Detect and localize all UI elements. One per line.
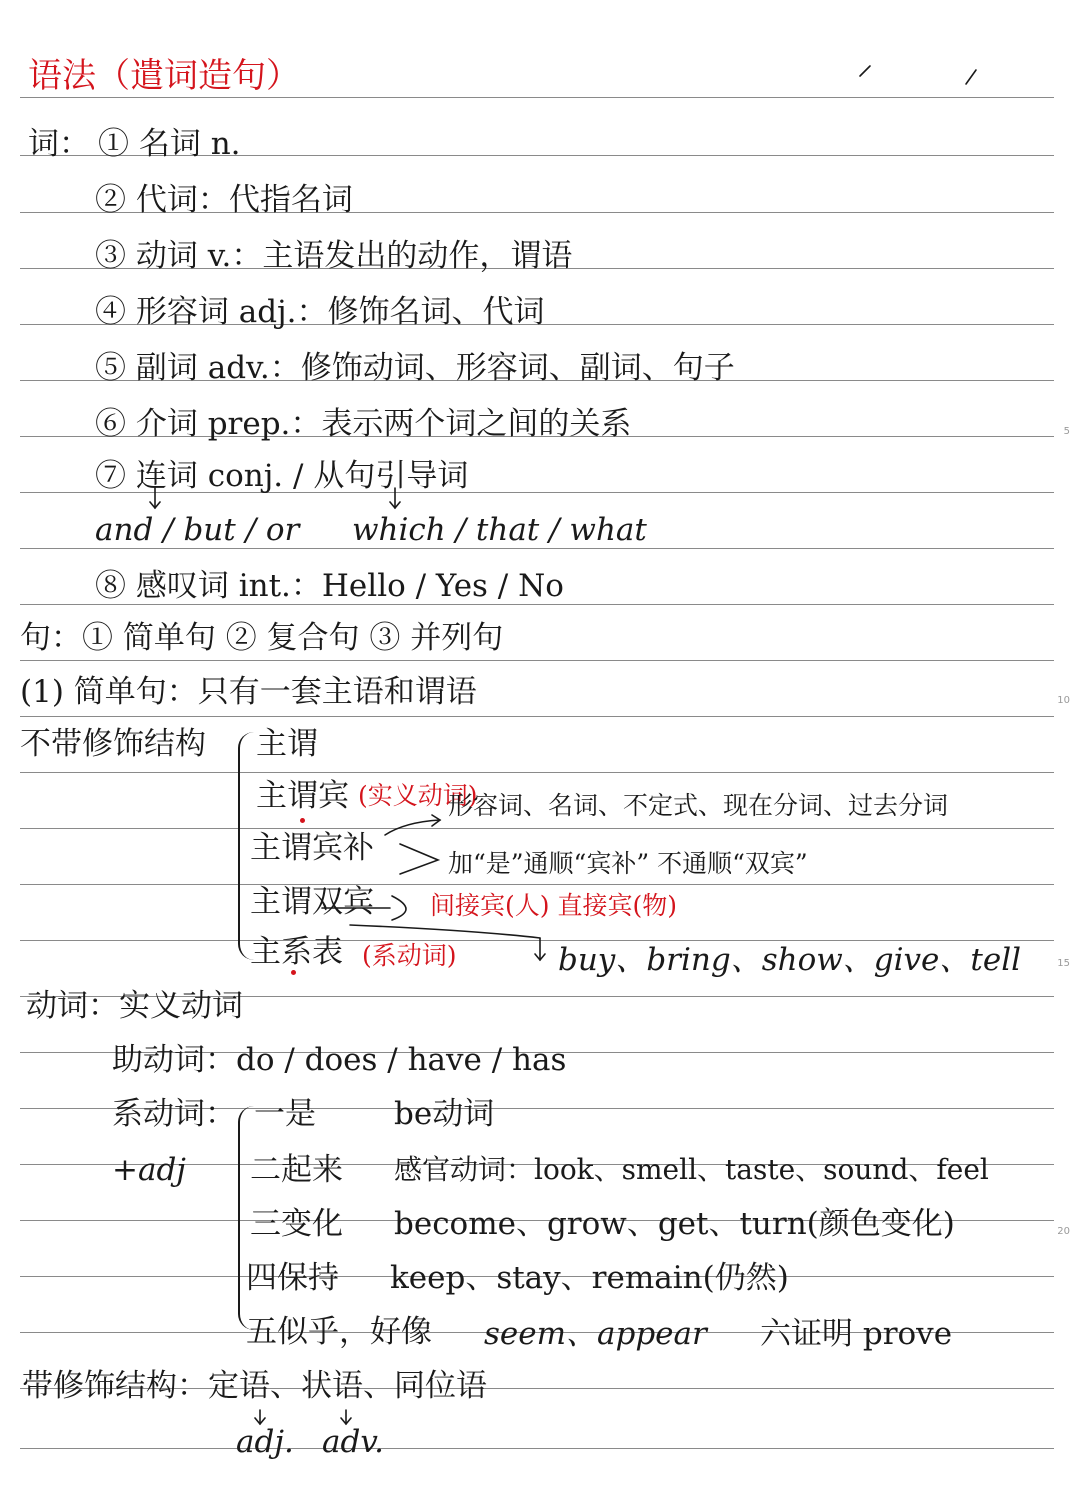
word-class-interjection: ⑧ 感叹词 int.：Hello / Yes / No bbox=[95, 568, 564, 604]
sentence-types-line: 句：① 简单句 ② 复合句 ③ 并列句 bbox=[20, 620, 504, 656]
complement-test: 加“是”通顺“宾补” 不通顺“双宾” bbox=[448, 849, 808, 878]
simple-sentence-definition: (1) 简单句：只有一套主语和谓语 bbox=[20, 674, 477, 710]
linking-group-head: 三变化 bbox=[250, 1206, 343, 1242]
line-number: 10 bbox=[1057, 695, 1070, 706]
linking-group-head: 五似乎，好像 bbox=[246, 1314, 432, 1350]
modifier-pos-adv: adv. bbox=[322, 1424, 385, 1460]
pattern-sv: 主谓 bbox=[256, 726, 318, 762]
pattern-svc: 主系表 bbox=[250, 934, 343, 970]
word-class-preposition: ⑥ 介词 prep.：表示两个词之间的关系 bbox=[95, 406, 632, 442]
word-class-verb: ③ 动词 v.：主语发出的动作，谓语 bbox=[95, 238, 573, 274]
linking-group-head: 二起来 bbox=[250, 1152, 343, 1188]
pattern-svo: 主谓宾 bbox=[256, 778, 349, 814]
conjunction-examples: and / but / or bbox=[95, 512, 300, 548]
verb-heading: 动词：实义动词 bbox=[26, 988, 243, 1024]
linking-group-body: 感官动词：look、smell、taste、sound、feel bbox=[394, 1153, 989, 1186]
line-number: 20 bbox=[1057, 1226, 1070, 1237]
complement-types: 形容词、名词、不定式、现在分词、过去分词 bbox=[448, 791, 949, 820]
linking-group-body: seem、appear bbox=[484, 1316, 707, 1352]
linking-group-body: 六证明 prove bbox=[760, 1316, 953, 1352]
pattern-svoo: 主谓双宾 bbox=[250, 884, 374, 920]
linking-group-body: be动词 bbox=[394, 1096, 495, 1132]
words-label: 词： bbox=[28, 126, 90, 162]
line-number: 5 bbox=[1063, 426, 1070, 437]
double-object-verbs: buy、bring、show、give、tell bbox=[558, 942, 1022, 978]
word-class-noun: ① 名词 n. bbox=[98, 126, 241, 162]
page-title: 语法（遣词造句） bbox=[28, 56, 300, 96]
clause-introducer-examples: which / that / what bbox=[352, 512, 647, 548]
double-object-note: 间接宾(人) 直接宾(物) bbox=[430, 891, 677, 920]
pattern-svoc: 主谓宾补 bbox=[250, 830, 374, 866]
linking-group-head: 一是 bbox=[254, 1096, 316, 1132]
note-linking-verb: (系动词) bbox=[362, 941, 457, 970]
note-transitive-verb: (实义动词) bbox=[358, 781, 478, 810]
modifier-pos-adj: adj. bbox=[236, 1424, 294, 1460]
linking-group-head: 四保持 bbox=[246, 1260, 339, 1296]
linking-verb-label: 系动词： bbox=[112, 1096, 236, 1132]
modifier-structure-line: 带修饰结构：定语、状语、同位语 bbox=[22, 1368, 487, 1404]
word-class-adjective: ④ 形容词 adj.：修饰名词、代词 bbox=[95, 294, 545, 330]
linking-verb-note: +adj bbox=[112, 1152, 186, 1188]
linking-group-body: become、grow、get、turn(颜色变化) bbox=[394, 1206, 955, 1242]
word-class-adverb: ⑤ 副词 adv.：修饰动词、形容词、副词、句子 bbox=[95, 350, 735, 386]
word-class-pronoun: ② 代词：代指名词 bbox=[95, 182, 353, 218]
no-modifier-label: 不带修饰结构 bbox=[20, 726, 206, 762]
auxiliary-verbs: 助动词：do / does / have / has bbox=[112, 1042, 567, 1078]
word-class-conjunction: ⑦ 连词 conj. / 从句引导词 bbox=[95, 458, 469, 494]
line-number: 15 bbox=[1057, 958, 1070, 969]
linking-group-body: keep、stay、remain(仍然) bbox=[390, 1260, 789, 1296]
